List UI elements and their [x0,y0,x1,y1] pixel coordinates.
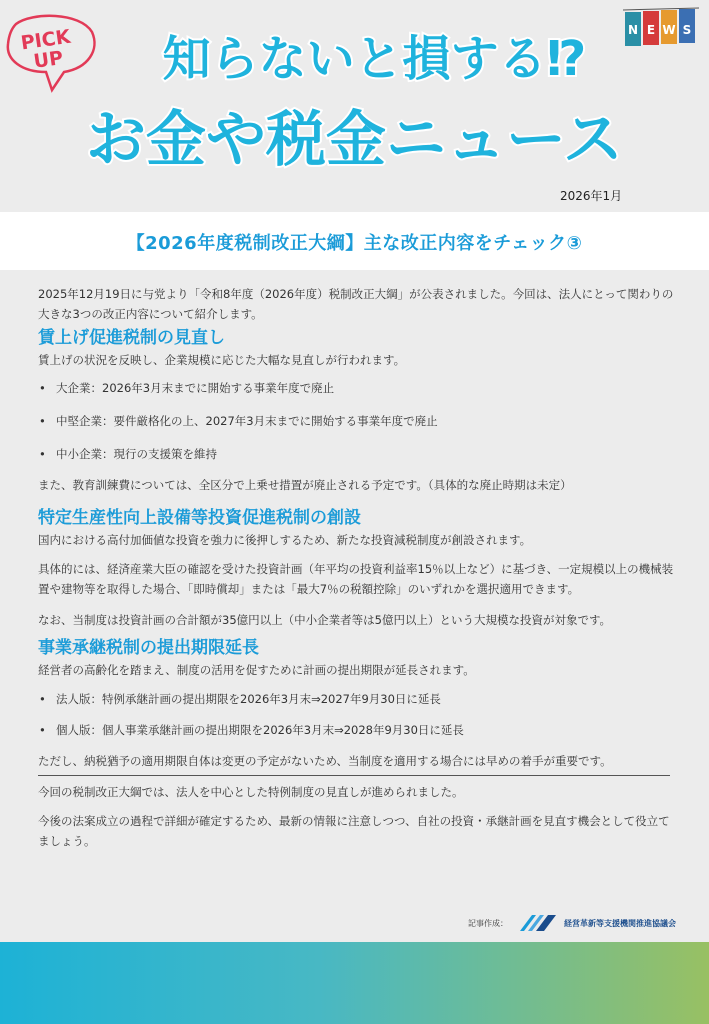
section-heading-investment: 特定生産性向上設備等投資促進税制の創設 [38,508,361,528]
credit-organization: 経営革新等支援機関推進協議会 [564,918,676,928]
article-credit [468,913,676,933]
section-lead: 賃上げの状況を反映し、企業規模に応じた大幅な見直しが行われます。 [38,353,406,367]
bullet-icon: • [39,692,46,706]
svg-text:N: N [627,23,639,37]
list-item: • 法人版：特例承継計画の提出期限を2026年3月末⇒2027年9月30日に延長 [38,689,674,709]
closing-paragraph: 今後の法案成立の過程で詳細が確定するため、最新の情報に注意しつつ、自社の投資・承継計画を見直す機会として役立てましょう。 [38,814,670,848]
topic-banner [0,212,709,270]
section-heading-succession: 事業承継税制の提出期限延長 [38,638,259,658]
list-item: • 中堅企業：要件厳格化の上、2027年3月末までに開始する事業年度で廃止 [38,411,674,431]
footer-band [0,942,709,1024]
list-item: • 個人版：個人事業承継計画の提出期限を2026年3月末⇒2028年9月30日に延長 [38,720,674,740]
section-lead: 国内における高付加価値な投資を強力に後押しするため、新たな投資減税制度が創設されます。 [38,533,532,547]
bullet-icon: • [39,723,46,737]
svg-text:S: S [682,23,692,37]
list-item: • 中小企業：現行の支援策を維持 [38,444,674,464]
title-line-2: お金や税金ニュース [86,105,623,175]
credit-label: 記事作成： [468,918,508,928]
bullet-icon: • [39,381,46,395]
section-detail: 具体的には、経済産業大臣の確認を受けた投資計画（年平均の投資利益率15％以上など）に基づき、一定規模以上の機械装置や建物等を取得した場合、「即時償却」または「最大7％の税額控除」のいずれかを選択適用できます。 [38,562,674,596]
bullet-icon: • [39,447,46,461]
bullet-icon: • [39,414,46,428]
list-item: • 大企業：2026年3月末までに開始する事業年度で廃止 [38,378,674,398]
article-body [38,284,674,851]
section-note: また、教育訓練費については、全区分で上乗せ措置が廃止される予定です。（具体的な廃止時期は未定） [38,478,572,492]
svg-text:W: W [662,23,676,37]
issue-date: 2026年1月 [560,189,623,203]
divider [38,775,670,776]
section-note: ただし、納税猶予の適用期限自体は変更の予定がないため、当制度を適用する場合には早めの着手が重要です。 [38,754,612,768]
pickup-line-1: PICK [19,25,72,55]
organization-logo-icon [518,913,558,933]
section-note: なお、当制度は投資計画の合計額が35億円以上（中小企業者等は5億円以上）という大規模な投資が対象です。 [38,613,612,627]
closing-paragraph: 今回の税制改正大綱では、法人を中心とした特例制度の見直しが進められました。 [38,785,464,799]
topic-title: 【2026年度税制改正大綱】主な改正内容をチェック③ [126,233,583,254]
section-heading-wage: 賃上げ促進税制の見直し [38,328,225,348]
svg-text:E: E [646,23,656,37]
section-lead: 経営者の高齢化を踏まえ、制度の活用を促すために計画の提出期限が延長されます。 [38,663,475,677]
title-line-1: 知らないと損する⁉ [162,31,587,87]
pickup-line-2: UP [32,46,65,73]
intro-paragraph: 2025年12月19日に与党より「令和8年度（2026年度）税制改正大綱」が公表されました。今回は、法人にとって関わりの大きな3つの改正内容について紹介します。 [38,287,674,321]
